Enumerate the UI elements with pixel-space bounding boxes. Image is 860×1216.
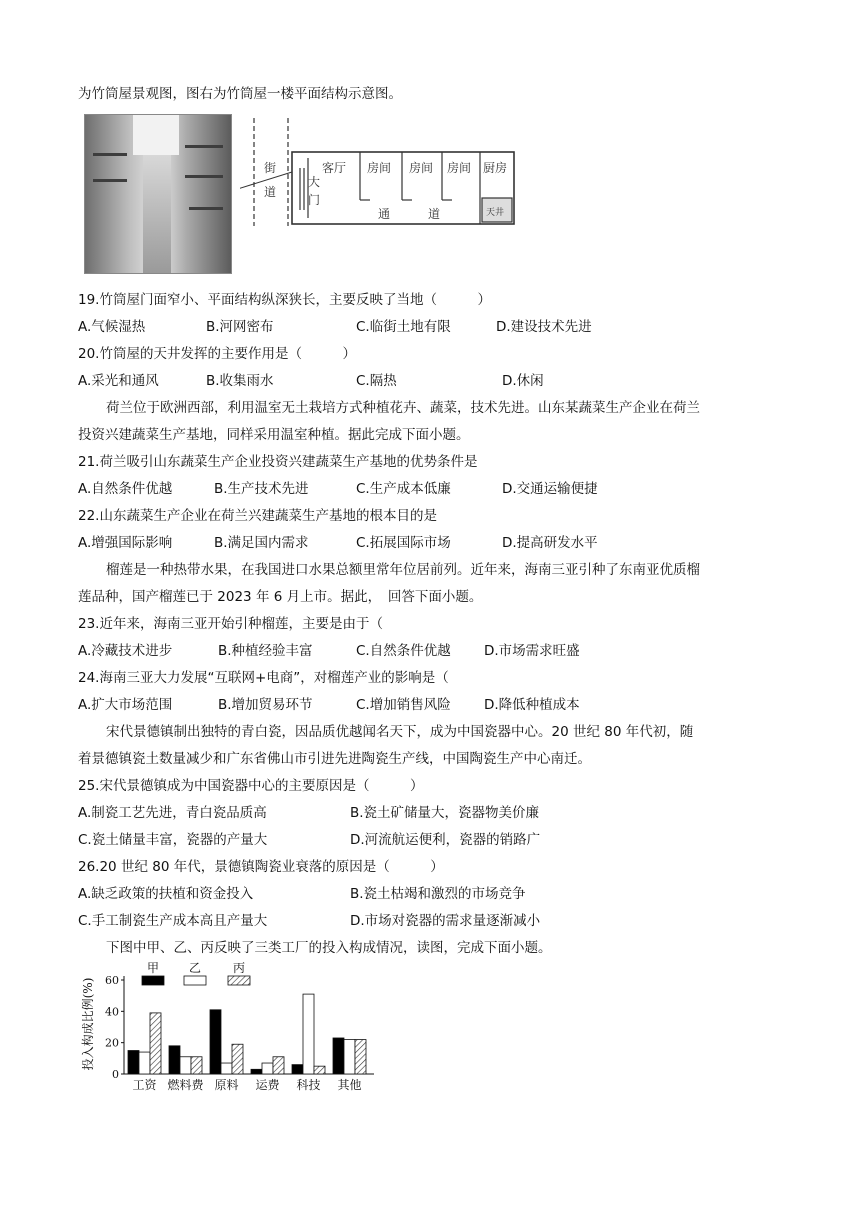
bar-乙-其他 [344,1040,355,1074]
q23-option-c: C.自然条件优越 [356,643,451,659]
bar-丙-燃料费 [191,1057,202,1074]
q19-option-d: D.建设技术先进 [496,319,592,335]
room-label-3: 房间 [447,161,472,175]
q24-option-a: A.扩大市场范围 [78,697,173,713]
q23-option-d: D.市场需求旺盛 [484,643,580,659]
legend-label-乙: 乙 [188,962,202,975]
x-tick-label: 工资 [132,1078,157,1092]
q25-option-c: C.瓷土储量丰富，瓷器的产量大 [78,832,268,848]
bar-乙-原料 [221,1063,232,1074]
q26-option-b: B.瓷土枯竭和激烈的市场竞争 [350,886,526,902]
question-25-stem: 25.宋代景德镇成为中国瓷器中心的主要原因是（ ） [78,778,424,794]
living-room-label: 客厅 [322,161,347,175]
chart-intro-text: 下图中甲、乙、丙反映了三类工厂的投入构成情况，读图，完成下面小题。 [106,940,552,956]
q20-option-d: D.休闲 [502,373,544,389]
y-tick-label: 0 [112,1068,119,1081]
q20-option-b: B.收集雨水 [206,373,274,389]
passage-holland-line-1: 荷兰位于欧洲西部，利用温室无土栽培方式种植花卉、蔬菜，技术先进。山东某蔬菜生产企业在荷兰 [106,400,700,416]
question-23-stem: 23.近年来，海南三亚开始引种榴莲，主要是由于（ [78,616,383,632]
bar-乙-工资 [139,1052,150,1074]
legend-swatch-丙 [228,976,250,985]
passage-holland-line-2: 投资兴建蔬菜生产基地，同样采用温室种植。据此完成下面小题。 [78,427,470,443]
bar-甲-运费 [251,1069,262,1074]
q24-option-b: B.增加贸易环节 [218,697,313,713]
q21-option-c: C.生产成本低廉 [356,481,451,497]
bar-甲-燃料费 [169,1046,180,1074]
q20-option-a: A.采光和通风 [78,373,159,389]
room-label-1: 房间 [367,161,392,175]
question-20-stem: 20.竹筒屋的天井发挥的主要作用是（ ） [78,346,356,362]
legend-label-丙: 丙 [232,962,246,975]
skylight-label: 天井 [486,208,505,218]
passage-durian-line-1: 榴莲是一种热带水果，在我国进口水果总额里常年位居前列。近年来，海南三亚引种了东南亚优质榴 [106,562,700,578]
q24-option-d: D.降低种植成本 [484,697,580,713]
bar-丙-其他 [355,1040,366,1074]
bamboo-house-photo [84,114,232,274]
q22-option-a: A.增强国际影响 [78,535,173,551]
street-label-1: 街 [264,161,277,175]
intro-text: 为竹筒屋景观图，图右为竹筒屋一楼平面结构示意图。 [78,86,402,102]
question-21-stem: 21.荷兰吸引山东蔬菜生产企业投资兴建蔬菜生产基地的优势条件是 [78,454,478,470]
q23-option-b: B.种植经验丰富 [218,643,313,659]
q21-option-a: A.自然条件优越 [78,481,173,497]
q26-option-c: C.手工制瓷生产成本高且产量大 [78,913,268,929]
x-tick-label: 燃料费 [167,1078,204,1092]
legend-label-甲: 甲 [146,962,160,975]
room-label-2: 房间 [409,161,434,175]
q22-option-d: D.提高研发水平 [502,535,598,551]
bar-甲-工资 [128,1051,139,1075]
q26-option-d: D.市场对瓷器的需求量逐渐减小 [350,913,541,929]
x-tick-label: 科技 [296,1078,321,1092]
bar-甲-科技 [292,1065,303,1074]
question-19-stem: 19.竹筒屋门面窄小、平面结构纵深狭长，主要反映了当地（ ） [78,292,491,308]
q20-option-c: C.隔热 [356,373,397,389]
street-label-2: 道 [264,185,277,199]
q25-option-b: B.瓷土矿储量大，瓷器物美价廉 [350,805,540,821]
question-24-stem: 24.海南三亚大力发展“互联网+电商”，对榴莲产业的影响是（ [78,670,449,686]
q21-option-b: B.生产技术先进 [214,481,309,497]
y-tick-label: 20 [105,1036,119,1050]
x-tick-label: 运费 [255,1078,280,1092]
q19-option-b: B.河网密布 [206,319,274,335]
bar-丙-原料 [232,1044,243,1074]
bar-甲-原料 [210,1010,221,1074]
passage-porcelain-line-1: 宋代景德镇制出独特的青白瓷，因品质优越闻名天下，成为中国瓷器中心。20 世纪 80 年代初，随 [106,724,694,740]
q19-option-a: A.气候湿热 [78,319,146,335]
q23-option-a: A.冷藏技术进步 [78,643,173,659]
legend-swatch-乙 [184,976,206,985]
q25-option-a: A.制瓷工艺先进，青白瓷品质高 [78,805,267,821]
passage-durian-line-2: 莲品种，国产榴莲已于 2023 年 6 月上市。据此， 回答下面小题。 [78,589,483,605]
passage-porcelain-line-2: 着景德镇瓷土数量减少和广东省佛山市引进先进陶瓷生产线，中国陶瓷生产中心南迁。 [78,751,591,767]
y-tick-label: 60 [105,974,119,987]
passage-label-1: 通 [378,207,391,221]
q19-option-c: C.临街土地有限 [356,319,451,335]
passage-label-2: 道 [428,207,441,221]
bar-甲-其他 [333,1038,344,1074]
x-tick-label: 其他 [337,1078,362,1092]
q22-option-b: B.满足国内需求 [214,535,309,551]
bar-乙-运费 [262,1063,273,1074]
bar-乙-燃料费 [180,1057,191,1074]
q24-option-c: C.增加销售风险 [356,697,451,713]
chart-y-axis-label: 投入构成比例(%) [81,977,95,1071]
q21-option-d: D.交通运输便捷 [502,481,598,497]
bar-丙-工资 [150,1013,161,1074]
question-22-stem: 22.山东蔬菜生产企业在荷兰兴建蔬菜生产基地的根本目的是 [78,508,437,524]
bar-乙-科技 [303,994,314,1074]
q26-option-a: A.缺乏政策的扶植和资金投入 [78,886,254,902]
door-label-1: 大 [308,175,321,189]
y-tick-label: 40 [105,1005,119,1019]
kitchen-label: 厨房 [483,161,508,175]
input-composition-bar-chart [78,962,378,1092]
floor-plan-diagram [240,114,520,230]
bar-丙-科技 [314,1066,325,1074]
q22-option-c: C.拓展国际市场 [356,535,451,551]
question-26-stem: 26.20 世纪 80 年代，景德镇陶瓷业衰落的原因是（ ） [78,859,444,875]
q25-option-d: D.河流航运便利，瓷器的销路广 [350,832,541,848]
door-label-2: 门 [308,193,321,207]
bar-丙-运费 [273,1057,284,1074]
legend-swatch-甲 [142,976,164,985]
x-tick-label: 原料 [214,1078,239,1092]
